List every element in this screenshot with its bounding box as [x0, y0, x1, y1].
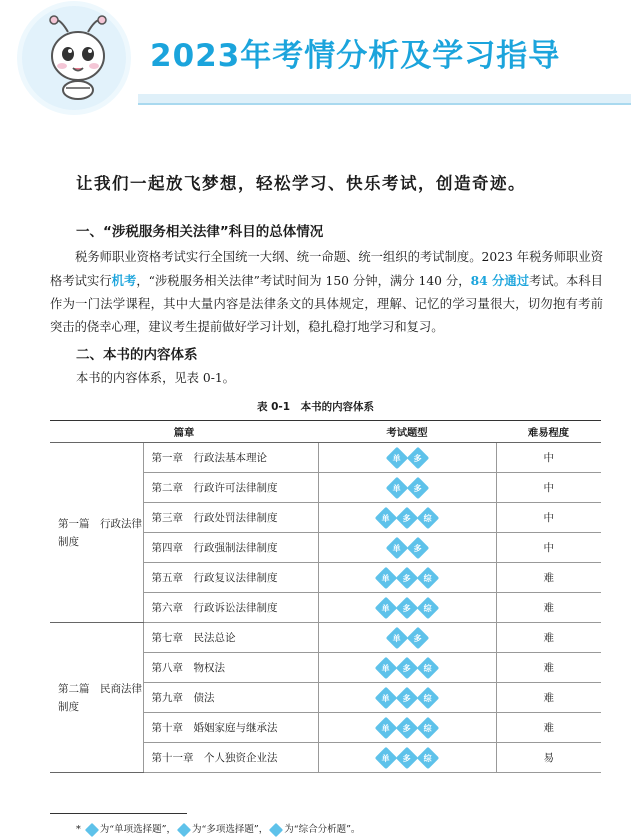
chapter-name: 第七章 民法总论	[143, 623, 318, 653]
comp-badge-icon	[417, 716, 440, 739]
difficulty: 中	[496, 533, 601, 563]
badge-label: 多	[413, 633, 422, 642]
difficulty: 难	[496, 713, 601, 743]
exam-types	[318, 683, 496, 713]
difficulty: 难	[496, 653, 601, 683]
difficulty: 中	[496, 473, 601, 503]
badge-label: 多	[403, 723, 411, 732]
exam-types	[318, 593, 496, 623]
badge-label: 综	[424, 663, 432, 672]
badge-label: 单	[382, 603, 390, 612]
para-text-a: 税务师职业资格考试实行全国统一大纲、统一命题、统一组织的考试制度。2023 年税务师职业资格考试实行	[50, 250, 603, 288]
para-highlight-pass-score: 84 分通过	[470, 273, 530, 288]
exam-types	[318, 623, 496, 653]
title-underline	[138, 94, 631, 103]
badge-label: 多	[403, 663, 411, 672]
single-badge-icon	[375, 686, 398, 709]
header-chapter: 篇章	[50, 421, 318, 443]
badge-label: 单	[392, 633, 401, 642]
badge-label: 综	[424, 603, 432, 612]
multi-badge-icon	[406, 446, 429, 469]
para-highlight-computer-exam: 机考	[111, 273, 137, 288]
exam-types	[318, 653, 496, 683]
badge-label: 单	[392, 483, 401, 492]
exam-types	[318, 443, 496, 473]
badge-label: 多	[403, 573, 411, 582]
single-badge-icon	[375, 716, 398, 739]
header-difficulty: 难易程度	[496, 421, 601, 443]
table-header-row	[50, 421, 601, 443]
badge-label: 综	[424, 573, 432, 582]
section1-paragraph	[50, 246, 603, 339]
chapter-name: 第三章 行政处罚法律制度	[143, 503, 318, 533]
badge-label: 多	[403, 603, 411, 612]
content-table	[50, 420, 601, 773]
footnote-rule	[50, 813, 187, 814]
section2-heading: 二、本书的内容体系	[76, 347, 198, 363]
badge-label: 多	[413, 543, 422, 552]
part-name: 第二篇 民商法律制度	[50, 623, 143, 773]
exam-types	[318, 563, 496, 593]
badge-label: 多	[413, 453, 422, 462]
single-badge-icon	[385, 626, 408, 649]
chapter-name: 第五章 行政复议法律制度	[143, 563, 318, 593]
difficulty: 难	[496, 623, 601, 653]
badge-label: 多	[403, 693, 411, 702]
comp-badge-icon	[417, 746, 440, 769]
exam-types	[318, 503, 496, 533]
badge-label: 单	[382, 513, 390, 522]
slogan: 让我们一起放飞梦想，轻松学习、快乐考试，创造奇迹。	[76, 174, 526, 193]
single-badge-icon	[385, 476, 408, 499]
chapter-name: 第十一章 个人独资企业法	[143, 743, 318, 773]
comp-badge-icon	[417, 506, 440, 529]
badge-label: 单	[382, 573, 390, 582]
section1-heading: 一、“涉税服务相关法律”科目的总体情况	[76, 224, 324, 240]
multi-badge-icon	[406, 476, 429, 499]
chapter-name: 第十章 婚姻家庭与继承法	[143, 713, 318, 743]
chapter-name: 第六章 行政诉讼法律制度	[143, 593, 318, 623]
multi-badge-icon	[406, 626, 429, 649]
table-caption: 表 0-1 本书的内容体系	[256, 401, 375, 413]
title-underline-line	[138, 103, 631, 105]
single-badge-icon	[375, 656, 398, 679]
badge-label: 单	[392, 543, 401, 552]
badge-label: 综	[424, 723, 432, 732]
exam-types	[318, 533, 496, 563]
footnote	[76, 821, 360, 835]
footnote-marker: *	[76, 824, 81, 835]
para-text-c: ，“涉税服务相关法律”考试时间为 150 分钟，满分 140 分，	[136, 274, 471, 288]
difficulty: 难	[496, 563, 601, 593]
badge-label: 多	[403, 753, 411, 762]
badge-label: 综	[424, 753, 432, 762]
difficulty: 易	[496, 743, 601, 773]
table-row	[50, 623, 601, 653]
multi-choice-badge-icon	[177, 822, 191, 836]
badge-label: 单	[382, 723, 390, 732]
single-badge-icon	[375, 746, 398, 769]
single-badge-icon	[385, 446, 408, 469]
header-exam-type: 考试题型	[318, 421, 496, 443]
exam-types	[318, 713, 496, 743]
multi-badge-icon	[406, 536, 429, 559]
single-choice-badge-icon	[85, 822, 99, 836]
badge-label: 单	[392, 453, 401, 462]
footnote-multi: 为“多项选择题”，	[192, 824, 269, 835]
chapter-name: 第一章 行政法基本理论	[143, 443, 318, 473]
comp-badge-icon	[417, 686, 440, 709]
single-badge-icon	[385, 536, 408, 559]
single-badge-icon	[375, 596, 398, 619]
table-row	[50, 443, 601, 473]
multi-badge-icon	[396, 716, 419, 739]
bee-mascot-icon	[46, 14, 110, 100]
single-badge-icon	[375, 566, 398, 589]
multi-badge-icon	[396, 566, 419, 589]
single-badge-icon	[375, 506, 398, 529]
footnote-comp: 为“综合分析题”。	[284, 824, 361, 835]
page-header	[0, 0, 631, 110]
difficulty: 中	[496, 443, 601, 473]
difficulty: 难	[496, 593, 601, 623]
multi-badge-icon	[396, 506, 419, 529]
page-title: 2023年考情分析及学习指导	[150, 38, 561, 74]
badge-label: 多	[413, 483, 422, 492]
badge-label: 单	[382, 663, 390, 672]
difficulty: 难	[496, 683, 601, 713]
badge-label: 多	[403, 513, 411, 522]
footnote-single: 为“单项选择题”，	[99, 824, 176, 835]
comprehensive-badge-icon	[269, 822, 283, 836]
multi-badge-icon	[396, 686, 419, 709]
badge-label: 综	[424, 513, 432, 522]
chapter-name: 第九章 债法	[143, 683, 318, 713]
multi-badge-icon	[396, 746, 419, 769]
chapter-name: 第二章 行政许可法律制度	[143, 473, 318, 503]
difficulty: 中	[496, 503, 601, 533]
badge-label: 单	[382, 693, 390, 702]
exam-types	[318, 473, 496, 503]
part-name: 第一篇 行政法律制度	[50, 443, 143, 623]
comp-badge-icon	[417, 596, 440, 619]
chapter-name: 第四章 行政强制法律制度	[143, 533, 318, 563]
para-text-e: 考试。本科目作为一门法学课程，其中大量内容是法律条文的具体规定，理解、记忆的学习量很大，切勿抱有考前突击的侥幸心理，建议考生提前做好学习计划，稳扎稳打地学习和复习。	[50, 274, 603, 334]
multi-badge-icon	[396, 596, 419, 619]
badge-label: 综	[424, 693, 432, 702]
badge-label: 单	[382, 753, 390, 762]
comp-badge-icon	[417, 566, 440, 589]
multi-badge-icon	[396, 656, 419, 679]
section2-intro: 本书的内容体系，见表 0-1。	[76, 371, 235, 385]
comp-badge-icon	[417, 656, 440, 679]
chapter-name: 第八章 物权法	[143, 653, 318, 683]
exam-types	[318, 743, 496, 773]
